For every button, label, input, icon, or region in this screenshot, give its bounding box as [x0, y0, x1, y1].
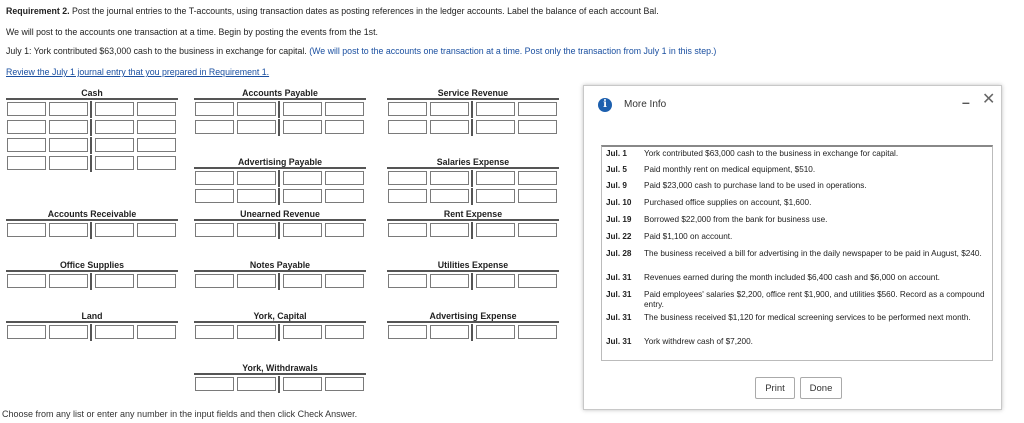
debit-amount-input[interactable]: [237, 171, 276, 185]
credit-date-input[interactable]: [95, 274, 134, 288]
print-button[interactable]: Print: [755, 377, 795, 399]
credit-date-input[interactable]: [283, 171, 322, 185]
done-button[interactable]: Done: [800, 377, 842, 399]
debit-date-input[interactable]: [195, 377, 234, 391]
credit-amount-input[interactable]: [325, 377, 364, 391]
debit-amount-input[interactable]: [237, 274, 276, 288]
credit-side: [92, 101, 178, 118]
credit-amount-input[interactable]: [518, 171, 557, 185]
transaction-date: Jul. 19: [606, 215, 632, 224]
transaction-date: Jul. 10: [606, 198, 632, 207]
debit-amount-input[interactable]: [430, 102, 469, 116]
account-title: Advertising Expense: [429, 311, 517, 321]
debit-date-input[interactable]: [7, 223, 46, 237]
credit-side: [280, 188, 366, 205]
transaction-date: Jul. 28: [606, 249, 632, 258]
transaction-row: [602, 165, 990, 175]
debit-amount-input[interactable]: [49, 138, 88, 152]
transaction-row: [602, 249, 990, 259]
debit-side: [6, 101, 92, 118]
transaction-text: Borrowed $22,000 from the bank for business use.: [644, 215, 828, 224]
debit-date-input[interactable]: [7, 325, 46, 339]
t-account-rule: [194, 98, 366, 100]
credit-amount-input[interactable]: [325, 325, 364, 339]
transaction-row: [602, 215, 990, 225]
transaction-date: Jul. 9: [606, 181, 627, 190]
debit-amount-input[interactable]: [237, 377, 276, 391]
instruction-line: We will post to the accounts one transaction at a time. Begin by posting the events from the 1st.: [6, 27, 378, 37]
t-account-accounts-payable: [194, 88, 366, 136]
transaction-date: Jul. 1: [606, 149, 627, 158]
transaction-row: [602, 149, 990, 159]
july1-text: July 1: York contributed $63,000 cash to the business in exchange for capital.: [6, 46, 307, 56]
debit-date-input[interactable]: [195, 274, 234, 288]
transaction-row: [602, 290, 990, 309]
t-account-rule: [194, 270, 366, 272]
account-title: Advertising Payable: [237, 157, 323, 167]
t-account-row: [387, 101, 559, 118]
debit-amount-input[interactable]: [49, 120, 88, 134]
t-account-row: [194, 170, 366, 187]
credit-date-input[interactable]: [476, 102, 515, 116]
credit-date-input[interactable]: [476, 171, 515, 185]
debit-amount-input[interactable]: [430, 189, 469, 203]
credit-date-input[interactable]: [95, 325, 134, 339]
debit-side: [194, 119, 280, 136]
info-icon: i: [598, 98, 612, 112]
transaction-text: Paid $23,000 cash to purchase land to be used in operations.: [644, 181, 867, 190]
credit-date-input[interactable]: [283, 189, 322, 203]
debit-side: [194, 376, 280, 393]
credit-side: [473, 170, 559, 187]
transaction-text: Revenues earned during the month included $6,400 cash and $6,000 on account.: [644, 273, 940, 282]
credit-date-input[interactable]: [476, 274, 515, 288]
t-account-row: [6, 324, 178, 341]
debit-amount-input[interactable]: [237, 120, 276, 134]
credit-side: [280, 101, 366, 118]
debit-date-input[interactable]: [388, 120, 427, 134]
debit-side: [387, 273, 473, 290]
debit-amount-input[interactable]: [237, 223, 276, 237]
debit-amount-input[interactable]: [430, 274, 469, 288]
transaction-date: Jul. 5: [606, 165, 627, 174]
july1-instruction: [6, 46, 716, 56]
t-account-row: [387, 324, 559, 341]
credit-amount-input[interactable]: [518, 274, 557, 288]
credit-side: [280, 170, 366, 187]
credit-amount-input[interactable]: [518, 223, 557, 237]
credit-amount-input[interactable]: [325, 171, 364, 185]
credit-amount-input[interactable]: [518, 189, 557, 203]
debit-side: [194, 101, 280, 118]
transaction-date: Jul. 22: [606, 232, 632, 241]
debit-amount-input[interactable]: [237, 189, 276, 203]
debit-date-input[interactable]: [7, 138, 46, 152]
debit-date-input[interactable]: [388, 274, 427, 288]
transaction-text: The business received $1,120 for medical screening services to be performed next month.: [644, 313, 971, 322]
credit-amount-input[interactable]: [137, 223, 176, 237]
transaction-date: Jul. 31: [606, 273, 632, 282]
t-account-rule: [194, 167, 366, 169]
debit-date-input[interactable]: [388, 189, 427, 203]
credit-amount-input[interactable]: [325, 223, 364, 237]
t-account-advertising-expense: [387, 311, 559, 341]
credit-amount-input[interactable]: [325, 189, 364, 203]
t-account-row: [6, 273, 178, 290]
debit-side: [194, 273, 280, 290]
debit-date-input[interactable]: [195, 189, 234, 203]
credit-amount-input[interactable]: [518, 120, 557, 134]
debit-date-input[interactable]: [7, 274, 46, 288]
t-account-row: [387, 188, 559, 205]
credit-side: [280, 324, 366, 341]
t-account-land: [6, 311, 178, 341]
debit-amount-input[interactable]: [49, 223, 88, 237]
credit-amount-input[interactable]: [518, 102, 557, 116]
t-account-utilities-expense: [387, 260, 559, 290]
account-title: Utilities Expense: [437, 260, 509, 270]
transaction-text: York contributed $63,000 cash to the business in exchange for capital.: [644, 149, 899, 158]
debit-date-input[interactable]: [7, 102, 46, 116]
transaction-date: Jul. 31: [606, 313, 632, 322]
credit-amount-input[interactable]: [325, 102, 364, 116]
july1-note: (We will post to the accounts one transaction at a time. Post only the transaction from July 1 in this step.): [309, 46, 717, 56]
t-account-row: [6, 137, 178, 154]
account-title: Rent Expense: [443, 209, 503, 219]
requirement-label: Requirement 2.: [6, 6, 70, 16]
credit-amount-input[interactable]: [137, 325, 176, 339]
t-account-row: [194, 222, 366, 239]
account-title: Salaries Expense: [436, 157, 510, 167]
t-account-cash: [6, 88, 178, 172]
debit-side: [387, 119, 473, 136]
credit-side: [92, 273, 178, 290]
debit-side: [387, 101, 473, 118]
t-account-rule: [387, 270, 559, 272]
credit-date-input[interactable]: [283, 102, 322, 116]
credit-date-input[interactable]: [476, 120, 515, 134]
debit-date-input[interactable]: [7, 120, 46, 134]
credit-date-input[interactable]: [283, 274, 322, 288]
credit-side: [280, 119, 366, 136]
credit-amount-input[interactable]: [137, 138, 176, 152]
account-title: Accounts Payable: [242, 88, 318, 98]
close-icon[interactable]: ✕: [982, 91, 996, 108]
account-title: Notes Payable: [249, 260, 311, 270]
debit-side: [194, 170, 280, 187]
dialog-title: More Info: [624, 99, 667, 110]
debit-amount-input[interactable]: [430, 223, 469, 237]
credit-amount-input[interactable]: [137, 156, 176, 170]
t-account-accounts-receivable: [6, 209, 178, 239]
t-account-rule: [387, 321, 559, 323]
credit-amount-input[interactable]: [518, 325, 557, 339]
t-account-rule: [6, 219, 178, 221]
account-title: York, Capital: [253, 311, 307, 321]
credit-date-input[interactable]: [476, 325, 515, 339]
t-account-row: [194, 119, 366, 136]
transaction-row: [602, 181, 990, 191]
credit-date-input[interactable]: [95, 102, 134, 116]
debit-amount-input[interactable]: [49, 325, 88, 339]
debit-amount-input[interactable]: [430, 120, 469, 134]
debit-date-input[interactable]: [195, 223, 234, 237]
credit-date-input[interactable]: [95, 120, 134, 134]
t-account-service-revenue: [387, 88, 559, 136]
transaction-text: The business received a bill for advertising in the daily newspaper to be paid in August, $240.: [644, 249, 982, 258]
t-account-rule: [387, 98, 559, 100]
credit-side: [92, 119, 178, 136]
t-account-row: [194, 376, 366, 393]
credit-date-input[interactable]: [476, 223, 515, 237]
credit-side: [92, 324, 178, 341]
account-title: Cash: [81, 88, 103, 98]
t-account-row: [6, 222, 178, 239]
credit-side: [280, 376, 366, 393]
t-account-rule: [194, 321, 366, 323]
t-account-row: [194, 101, 366, 118]
debit-amount-input[interactable]: [430, 325, 469, 339]
requirement-body: Post the journal entries to the T-accounts, using transaction dates as posting references in the ledger accounts. Label the balance of each account Bal.: [72, 6, 659, 16]
debit-side: [194, 188, 280, 205]
credit-amount-input[interactable]: [325, 120, 364, 134]
debit-date-input[interactable]: [388, 102, 427, 116]
transaction-text: Paid $1,100 on account.: [644, 232, 733, 241]
credit-date-input[interactable]: [95, 138, 134, 152]
more-info-dialog: [583, 85, 1002, 410]
dialog-header: [584, 86, 1001, 126]
t-account-rule: [387, 219, 559, 221]
debit-side: [194, 222, 280, 239]
t-account-salaries-expense: [387, 157, 559, 205]
review-link[interactable]: Review the July 1 journal entry that you prepared in Requirement 1.: [6, 67, 270, 77]
debit-side: [387, 170, 473, 187]
credit-date-input[interactable]: [283, 120, 322, 134]
debit-amount-input[interactable]: [49, 102, 88, 116]
debit-side: [6, 222, 92, 239]
account-title: Unearned Revenue: [240, 209, 320, 219]
t-account-york-capital: [194, 311, 366, 341]
credit-side: [473, 101, 559, 118]
credit-date-input[interactable]: [95, 156, 134, 170]
t-account-row: [387, 170, 559, 187]
credit-side: [92, 155, 178, 172]
transaction-text: Purchased office supplies on account, $1,600.: [644, 198, 812, 207]
debit-date-input[interactable]: [388, 223, 427, 237]
t-account-notes-payable: [194, 260, 366, 290]
credit-amount-input[interactable]: [137, 274, 176, 288]
credit-date-input[interactable]: [476, 189, 515, 203]
account-title: Service Revenue: [437, 88, 509, 98]
t-account-rule: [194, 219, 366, 221]
transaction-date: Jul. 31: [606, 290, 632, 299]
debit-side: [194, 324, 280, 341]
credit-amount-input[interactable]: [325, 274, 364, 288]
credit-side: [92, 137, 178, 154]
t-account-rent-expense: [387, 209, 559, 239]
credit-date-input[interactable]: [283, 325, 322, 339]
t-account-row: [387, 222, 559, 239]
t-account-row: [6, 155, 178, 172]
transaction-text: Paid monthly rent on medical equipment, $510.: [644, 165, 816, 174]
t-account-rule: [387, 167, 559, 169]
t-account-row: [194, 324, 366, 341]
debit-side: [6, 273, 92, 290]
debit-date-input[interactable]: [388, 171, 427, 185]
debit-amount-input[interactable]: [49, 274, 88, 288]
t-account-rule: [6, 270, 178, 272]
transaction-row: [602, 337, 990, 347]
debit-amount-input[interactable]: [49, 156, 88, 170]
credit-side: [473, 222, 559, 239]
credit-date-input[interactable]: [283, 377, 322, 391]
credit-side: [473, 188, 559, 205]
transaction-row: [602, 198, 990, 208]
transaction-date: Jul. 31: [606, 337, 632, 346]
debit-side: [6, 155, 92, 172]
transaction-list: [601, 145, 993, 361]
debit-amount-input[interactable]: [237, 325, 276, 339]
t-account-rule: [6, 98, 178, 100]
credit-side: [280, 273, 366, 290]
transaction-text: Paid employees' salaries $2,200, office rent $1,900, and utilities $560. Record as a compound entry.: [644, 290, 985, 309]
credit-side: [92, 222, 178, 239]
transaction-row: [602, 273, 990, 283]
t-account-office-supplies: [6, 260, 178, 290]
t-account-row: [387, 119, 559, 136]
account-title: Accounts Receivable: [47, 209, 137, 219]
debit-side: [387, 188, 473, 205]
debit-date-input[interactable]: [195, 120, 234, 134]
debit-date-input[interactable]: [195, 171, 234, 185]
credit-amount-input[interactable]: [137, 120, 176, 134]
t-account-unearned-revenue: [194, 209, 366, 239]
credit-date-input[interactable]: [283, 223, 322, 237]
debit-date-input[interactable]: [7, 156, 46, 170]
debit-side: [6, 119, 92, 136]
debit-side: [387, 324, 473, 341]
requirement-text: [6, 6, 659, 16]
t-account-row: [194, 188, 366, 205]
credit-side: [280, 222, 366, 239]
t-account-row: [194, 273, 366, 290]
minimize-icon[interactable]: –: [962, 94, 970, 110]
account-title: York, Withdrawals: [242, 363, 318, 373]
transaction-row: [602, 232, 990, 242]
t-account-advertising-payable: [194, 157, 366, 205]
debit-side: [6, 137, 92, 154]
transaction-text: York withdrew cash of $7,200.: [644, 337, 753, 346]
debit-side: [387, 222, 473, 239]
t-account-row: [6, 119, 178, 136]
credit-side: [473, 324, 559, 341]
debit-date-input[interactable]: [195, 325, 234, 339]
account-title: Land: [81, 311, 103, 321]
transaction-row: [602, 313, 990, 323]
debit-amount-input[interactable]: [430, 171, 469, 185]
account-title: Office Supplies: [59, 260, 125, 270]
credit-side: [473, 119, 559, 136]
t-account-rule: [194, 373, 366, 375]
debit-amount-input[interactable]: [237, 102, 276, 116]
t-account-row: [6, 101, 178, 118]
footer-instruction: Choose from any list or enter any number in the input fields and then click Check Answer.: [2, 409, 358, 419]
credit-amount-input[interactable]: [137, 102, 176, 116]
t-account-rule: [6, 321, 178, 323]
debit-date-input[interactable]: [388, 325, 427, 339]
debit-side: [6, 324, 92, 341]
t-account-york-withdrawals: [194, 363, 366, 393]
credit-date-input[interactable]: [95, 223, 134, 237]
debit-date-input[interactable]: [195, 102, 234, 116]
credit-side: [473, 273, 559, 290]
t-account-row: [387, 273, 559, 290]
